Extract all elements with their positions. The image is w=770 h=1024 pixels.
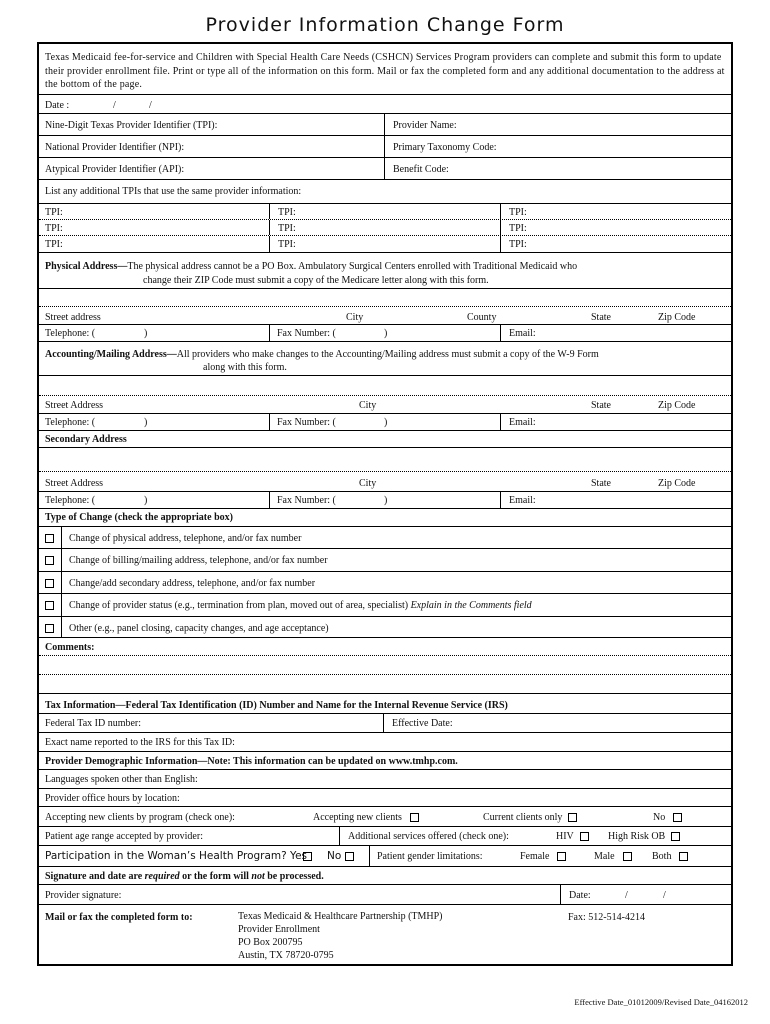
accounting-address-heading: Accounting/Mailing Address [45, 349, 167, 360]
checkbox[interactable] [557, 852, 566, 861]
npi-row [39, 136, 731, 158]
checkbox[interactable] [580, 832, 589, 841]
office-hours-label: Provider office hours by location: [45, 793, 180, 804]
date-sep: / [625, 890, 628, 901]
checkbox[interactable] [623, 852, 632, 861]
telephone-field[interactable] [39, 414, 269, 430]
intro-row [39, 44, 731, 95]
federal-tax-id-label: Federal Tax ID number: [45, 718, 142, 729]
tax-info-header [39, 694, 731, 714]
zip-label: Zip Code [658, 312, 696, 323]
page-title: Provider Information Change Form [205, 14, 565, 36]
mail-fax: Fax: 512-514-4214 [568, 912, 645, 923]
signature-date-label: Date: [569, 890, 591, 901]
tpi-cell[interactable] [39, 220, 269, 235]
telephone-field[interactable] [39, 492, 269, 508]
tpi-short-label: TPI: [509, 207, 527, 218]
tpi-short-label: TPI: [278, 207, 296, 218]
checkbox[interactable] [673, 813, 682, 822]
api-row [39, 158, 731, 180]
accounting-phone-row [39, 414, 731, 431]
checkbox[interactable] [345, 852, 354, 861]
physical-address-labels [39, 307, 731, 325]
street-label: Street address [45, 312, 101, 323]
exact-name-label: Exact name reported to the IRS for this Tax ID: [45, 737, 235, 748]
change-option[interactable] [39, 617, 731, 638]
provider-name-field[interactable] [384, 114, 731, 135]
accounting-address-labels [39, 396, 731, 414]
change-option-label: Change of billing/mailing address, telephone, and/or fax number [69, 555, 328, 566]
tpi-cell[interactable] [500, 204, 731, 219]
fax-field[interactable] [269, 492, 500, 508]
additional-tpis-label: List any additional TPIs that use the same provider information: [45, 186, 302, 197]
state-label: State [591, 312, 611, 323]
physical-address-header [39, 253, 731, 289]
telephone-label: Telephone: ( [45, 328, 96, 339]
both-label: Both [652, 851, 672, 862]
taxonomy-label: Primary Taxonomy Code: [393, 142, 497, 153]
type-of-change-header [39, 509, 731, 527]
city-label: City [346, 312, 364, 323]
checkbox[interactable] [568, 813, 577, 822]
physical-address-input[interactable] [39, 289, 731, 307]
high-risk-label: High Risk OB [608, 831, 666, 842]
dash: — [166, 349, 177, 360]
signature-heading-part1: Signature and date are [45, 871, 143, 882]
tpi-label: Nine-Digit Texas Provider Identifier (TPI): [45, 120, 218, 131]
tpi-cell[interactable] [500, 220, 731, 235]
whp-label: Participation in the Woman’s Health Program? Yes [45, 850, 307, 862]
npi-label: National Provider Identifier (NPI): [45, 142, 185, 153]
intro-text: Texas Medicaid fee-for-service and Children with Special Health Care Needs (CSHCN) Services Program providers can complete and submit this form to update their provider enrollment file. Print or type all of the information on this form. Mail or fax the completed form and any additional documentation to the address at the bottom of the page. [45, 52, 725, 90]
effective-date-field[interactable] [383, 714, 731, 732]
checkbox[interactable] [45, 624, 54, 633]
date-label: Date : [45, 100, 70, 111]
whp-row [39, 846, 731, 867]
api-label: Atypical Provider Identifier (API): [45, 164, 185, 175]
checkbox[interactable] [679, 852, 688, 861]
form-container [37, 42, 733, 966]
fax-label: Fax Number: ( [277, 328, 336, 339]
tpi-cell[interactable] [269, 204, 500, 219]
accepting-clients-row [39, 807, 731, 827]
demographic-header [39, 752, 731, 770]
taxonomy-field[interactable] [384, 136, 731, 157]
type-of-change-heading: Type of Change (check the appropriate box) [45, 512, 233, 523]
paren-close: ) [144, 417, 148, 428]
mail-line4: Austin, TX 78720-0795 [238, 950, 334, 961]
languages-field[interactable] [39, 770, 731, 789]
age-range-field[interactable] [39, 827, 339, 845]
tpi-short-label: TPI: [45, 207, 63, 218]
tpi-short-label: TPI: [278, 223, 296, 234]
fax-field[interactable] [269, 325, 500, 341]
additional-tpis-row [39, 180, 731, 204]
change-option[interactable] [39, 594, 731, 617]
checkbox[interactable] [45, 534, 54, 543]
age-range-label: Patient age range accepted by provider: [45, 831, 203, 842]
street-label: Street Address [45, 478, 104, 489]
mail-line2: Provider Enrollment [238, 924, 320, 935]
accounting-note-line1: All providers who make changes to the Accounting/Mailing address must submit a copy of the W-9 Form [176, 349, 599, 360]
change-option[interactable] [39, 527, 731, 549]
secondary-address-labels [39, 472, 731, 492]
paren-close: ) [384, 417, 388, 428]
secondary-address-input[interactable] [39, 448, 731, 472]
email-field[interactable] [500, 325, 731, 341]
paren-close: ) [384, 495, 388, 506]
current-only-label: Current clients only [483, 812, 563, 823]
fax-field[interactable] [269, 414, 500, 430]
mail-line1: Texas Medicaid & Healthcare Partnership (TMHP) [238, 911, 443, 922]
physical-note-line2: change their ZIP Code must submit a copy of the Medicare letter along with this form. [143, 275, 489, 286]
state-label: State [591, 478, 611, 489]
city-label: City [359, 400, 377, 411]
city-label: City [359, 478, 377, 489]
secondary-phone-row [39, 492, 731, 509]
accounting-address-header [39, 342, 731, 376]
benefit-code-field[interactable] [384, 158, 731, 179]
checkbox[interactable] [45, 601, 54, 610]
zip-label: Zip Code [658, 400, 696, 411]
comments-label: Comments: [45, 642, 95, 653]
signature-date-field[interactable] [560, 885, 731, 904]
paren-close: ) [144, 328, 148, 339]
comments-hint: Explain in the Comments field [410, 600, 532, 611]
provider-name-label: Provider Name: [393, 120, 457, 131]
checkbox[interactable] [410, 813, 419, 822]
accepting-label: Accepting new clients by program (check one): [45, 812, 235, 823]
mail-line3: PO Box 200795 [238, 937, 303, 948]
tpi-grid-row [39, 220, 731, 236]
whp-no-label: No [327, 850, 342, 862]
accounting-address-input[interactable] [39, 376, 731, 396]
signature-label: Provider signature: [45, 890, 122, 901]
fax-label: Fax Number: ( [277, 495, 336, 506]
additional-services-field [339, 827, 731, 845]
change-option-label: Other (e.g., panel closing, capacity changes, and age acceptance) [69, 623, 329, 634]
checkbox[interactable] [45, 579, 54, 588]
tpi-short-label: TPI: [509, 239, 527, 250]
dash: — [117, 261, 128, 272]
tpi-cell[interactable] [39, 204, 269, 219]
paren-close: ) [384, 328, 388, 339]
change-option-label: Change of physical address, telephone, and/or fax number [69, 533, 302, 544]
whp-field [39, 846, 369, 866]
state-label: State [591, 400, 611, 411]
footer-revision: Effective Date_01012009/Revised Date_04162012 [574, 997, 748, 1007]
date-sep: / [113, 100, 116, 111]
tpi-short-label: TPI: [278, 239, 296, 250]
demographic-heading: Provider Demographic Information—Note: This information can be updated on www.tmhp.com. [45, 756, 458, 767]
not-text: not [251, 871, 265, 882]
secondary-address-heading: Secondary Address [45, 434, 127, 445]
change-option-label: Change of provider status (e.g., termination from plan, moved out of area, specialist) [69, 600, 409, 611]
physical-address-heading: Physical Address [45, 261, 118, 272]
checkbox[interactable] [45, 556, 54, 565]
date-sep: / [663, 890, 666, 901]
email-label: Email: [509, 328, 536, 339]
comments-header [39, 638, 731, 656]
tax-id-row [39, 714, 731, 733]
api-field[interactable] [39, 158, 384, 179]
comments-line[interactable] [39, 656, 731, 675]
tpi-short-label: TPI: [45, 223, 63, 234]
fax-label: Fax Number: ( [277, 417, 336, 428]
tpi-cell[interactable] [500, 236, 731, 252]
accepting-new-label: Accepting new clients [313, 812, 402, 823]
exact-name-field[interactable] [39, 733, 731, 752]
email-label: Email: [509, 417, 536, 428]
zip-label: Zip Code [658, 478, 696, 489]
signature-heading-part2: or the form will [182, 871, 249, 882]
additional-services-label: Additional services offered (check one): [348, 831, 509, 842]
federal-tax-id-field[interactable] [39, 714, 383, 732]
checkbox[interactable] [671, 832, 680, 841]
gender-label: Patient gender limitations: [377, 851, 483, 862]
tpi-cell[interactable] [269, 220, 500, 235]
email-label: Email: [509, 495, 536, 506]
change-option[interactable] [39, 549, 731, 572]
secondary-address-header [39, 431, 731, 448]
street-label: Street Address [45, 400, 104, 411]
tpi-short-label: TPI: [45, 239, 63, 250]
telephone-label: Telephone: ( [45, 495, 96, 506]
signature-field[interactable] [39, 885, 560, 904]
tpi-grid-row [39, 204, 731, 220]
physical-phone-row [39, 325, 731, 342]
effective-date-label: Effective Date: [392, 718, 453, 729]
tpi-cell[interactable] [269, 236, 500, 252]
languages-label: Languages spoken other than English: [45, 774, 198, 785]
required-text: required [144, 871, 180, 882]
signature-row [39, 885, 731, 905]
female-label: Female [520, 851, 550, 862]
benefit-code-label: Benefit Code: [393, 164, 449, 175]
county-label: County [467, 312, 497, 323]
mail-section [39, 905, 731, 966]
physical-note-line1: The physical address cannot be a PO Box. Ambulatory Surgical Centers enrolled with Traditional Medicaid who [127, 261, 578, 272]
male-label: Male [594, 851, 615, 862]
paren-close: ) [144, 495, 148, 506]
email-field[interactable] [500, 492, 731, 508]
gender-field [369, 846, 731, 866]
date-sep: / [149, 100, 152, 111]
tax-info-heading: Tax Information—Federal Tax Identification (ID) Number and Name for the Internal Revenue Service (IRS) [45, 700, 508, 711]
mail-label: Mail or fax the completed form to: [45, 912, 193, 923]
signature-heading-part3: be processed. [267, 871, 324, 882]
no-label: No [653, 812, 666, 823]
signature-header [39, 867, 731, 885]
telephone-label: Telephone: ( [45, 417, 96, 428]
change-option[interactable] [39, 572, 731, 594]
tpi-short-label: TPI: [509, 223, 527, 234]
tpi-field[interactable] [39, 114, 384, 135]
comments-line[interactable] [39, 675, 731, 694]
office-hours-field[interactable] [39, 789, 731, 807]
age-range-row [39, 827, 731, 846]
accounting-note-line2: along with this form. [203, 362, 287, 373]
date-row[interactable] [39, 95, 731, 114]
tpi-grid-row [39, 236, 731, 253]
checkbox[interactable] [303, 852, 312, 861]
npi-field[interactable] [39, 136, 384, 157]
change-option-label: Change/add secondary address, telephone, and/or fax number [69, 578, 316, 589]
hiv-label: HIV [556, 831, 574, 842]
email-field[interactable] [500, 414, 731, 430]
tpi-cell[interactable] [39, 236, 269, 252]
telephone-field[interactable] [39, 325, 269, 341]
tpi-row [39, 114, 731, 136]
